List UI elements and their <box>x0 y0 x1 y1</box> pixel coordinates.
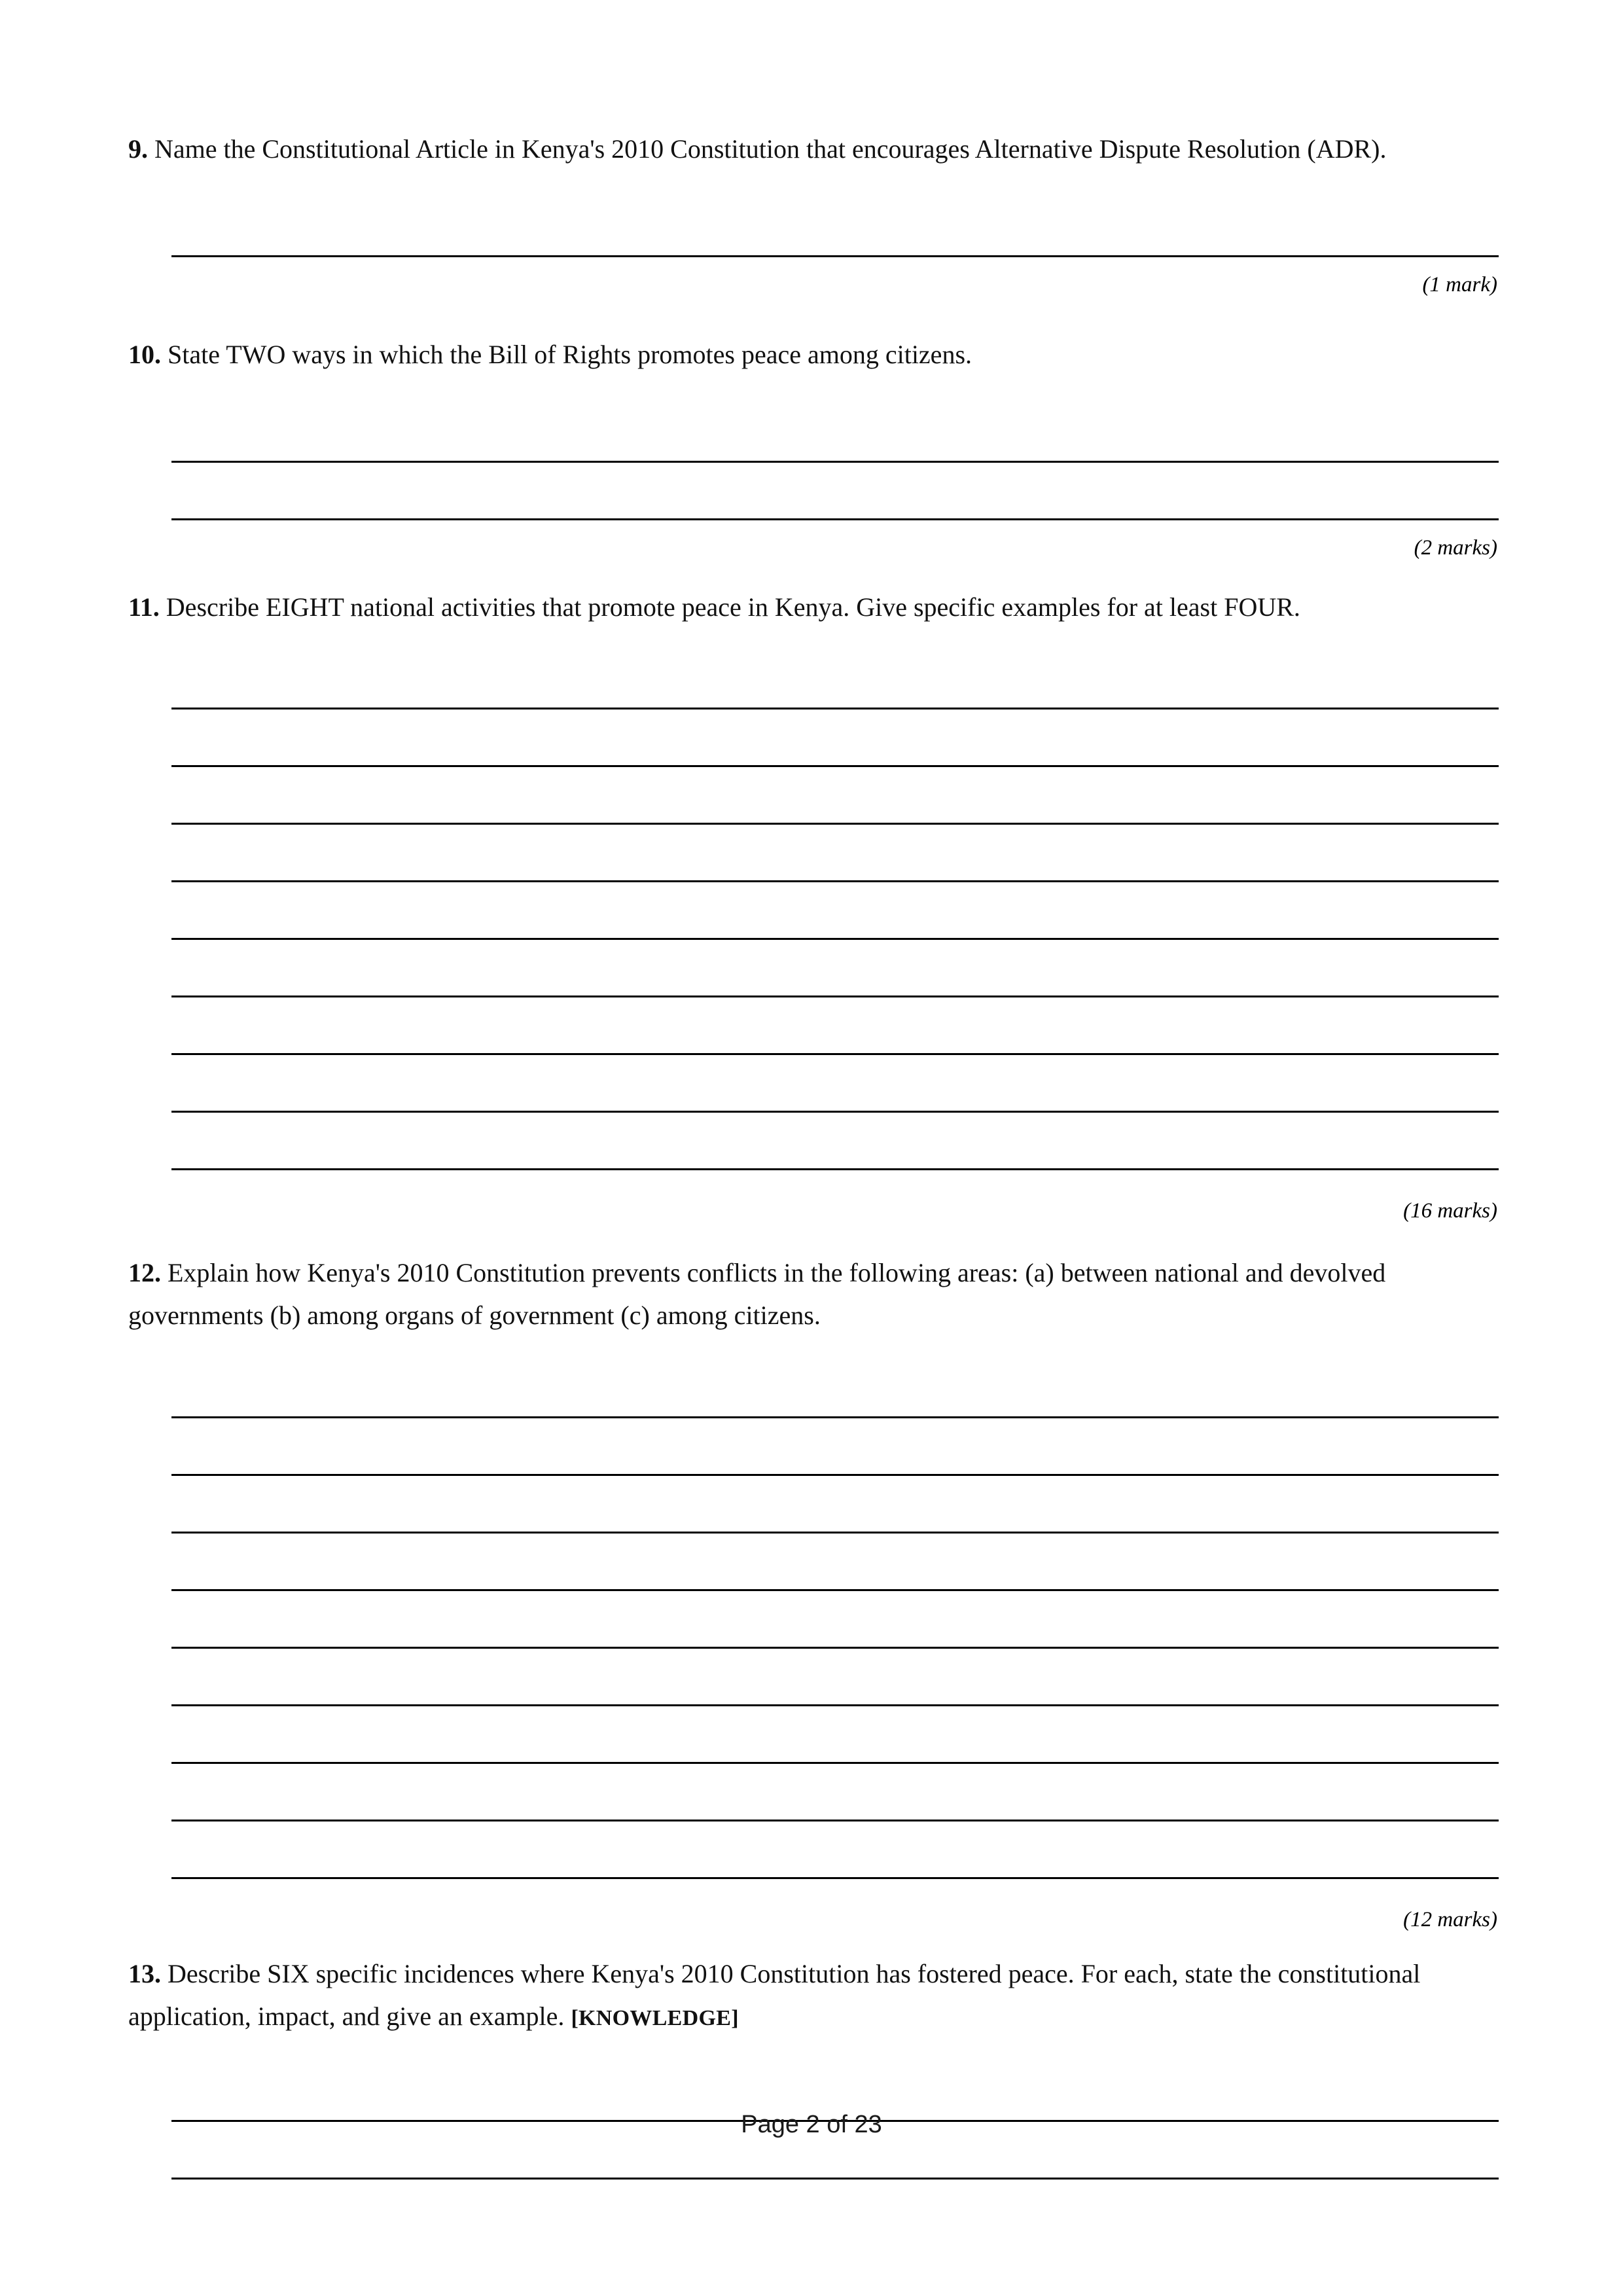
answer-line[interactable] <box>171 1055 1499 1113</box>
answer-lines-12 <box>171 1361 1499 1879</box>
marks-label-9: (1 mark) <box>1422 272 1497 296</box>
page-content <box>128 128 1499 2179</box>
answer-line[interactable] <box>171 1706 1499 1764</box>
question-text-11 <box>128 586 1499 629</box>
question-block-9 <box>128 128 1499 297</box>
spacer <box>128 1337 1499 1361</box>
answer-line[interactable] <box>171 1418 1499 1476</box>
answer-line[interactable] <box>171 940 1499 997</box>
answer-line[interactable] <box>171 200 1499 257</box>
marks-label-11: (16 marks) <box>1403 1199 1497 1223</box>
spacer <box>128 257 1499 273</box>
answer-lines-9 <box>171 200 1499 257</box>
answer-line[interactable] <box>171 1821 1499 1879</box>
answer-line[interactable] <box>171 1534 1499 1591</box>
question-text-13 <box>128 1953 1499 2038</box>
answer-line[interactable] <box>171 405 1499 463</box>
spacer <box>128 628 1499 652</box>
question-body-11: Describe EIGHT national activities that promote peace in Kenya. Give specific examples for at least FOUR. <box>166 592 1300 622</box>
question-body-12: Explain how Kenya's 2010 Constitution prevents conflicts in the following areas: (a) between national and devolved governments (b) among organs of government (c) among citizens. <box>128 1258 1386 1331</box>
answer-line[interactable] <box>171 1476 1499 1534</box>
spacer <box>128 1879 1499 1908</box>
spacer <box>128 560 1499 586</box>
question-number-10: 10. <box>128 339 161 369</box>
question-block-10 <box>128 334 1499 560</box>
answer-line[interactable] <box>171 997 1499 1055</box>
answer-line[interactable] <box>171 463 1499 520</box>
question-number-12: 12. <box>128 1258 161 1288</box>
spacer <box>128 1932 1499 1953</box>
answer-line[interactable] <box>171 1591 1499 1649</box>
answer-line[interactable] <box>171 882 1499 940</box>
answer-lines-10 <box>171 405 1499 520</box>
answer-line[interactable] <box>171 652 1499 709</box>
question-block-11 <box>128 586 1499 1224</box>
question-number-9: 9. <box>128 134 148 164</box>
question-text-10 <box>128 334 1499 376</box>
answer-line[interactable] <box>171 1764 1499 1821</box>
spacer <box>128 376 1499 405</box>
spacer <box>128 2038 1499 2064</box>
question-text-9 <box>128 128 1499 171</box>
question-block-12 <box>128 1252 1499 1932</box>
question-body-13: Describe SIX specific incidences where Kenya's 2010 Constitution has fostered peace. For each, state the constitutional application, impact, and give an example. <box>128 1958 1421 2031</box>
spacer <box>128 1170 1499 1199</box>
question-tag-13: [KNOWLEDGE] <box>571 2005 739 2030</box>
page-footer: Page 2 of 23 <box>741 2111 882 2138</box>
question-number-13: 13. <box>128 1958 161 1988</box>
answer-line[interactable] <box>171 1113 1499 1170</box>
question-body-10: State TWO ways in which the Bill of Rights promotes peace among citizens. <box>168 339 972 369</box>
answer-line[interactable] <box>171 767 1499 825</box>
question-block-13 <box>128 1953 1499 2179</box>
question-text-12 <box>128 1252 1499 1337</box>
marks-label-12: (12 marks) <box>1403 1907 1497 1931</box>
question-body-9: Name the Constitutional Article in Kenya's 2010 Constitution that encourages Alternative Dispute Resolution (ADR). <box>154 134 1387 164</box>
answer-line[interactable] <box>171 709 1499 767</box>
question-number-11: 11. <box>128 592 160 622</box>
spacer <box>128 171 1499 200</box>
answer-line[interactable] <box>171 1361 1499 1418</box>
spacer <box>128 520 1499 536</box>
answer-lines-11 <box>171 652 1499 1170</box>
answer-line[interactable] <box>171 825 1499 882</box>
answer-line[interactable] <box>171 1649 1499 1706</box>
spacer <box>128 297 1499 334</box>
marks-label-10: (2 marks) <box>1414 535 1497 560</box>
spacer <box>128 1223 1499 1252</box>
